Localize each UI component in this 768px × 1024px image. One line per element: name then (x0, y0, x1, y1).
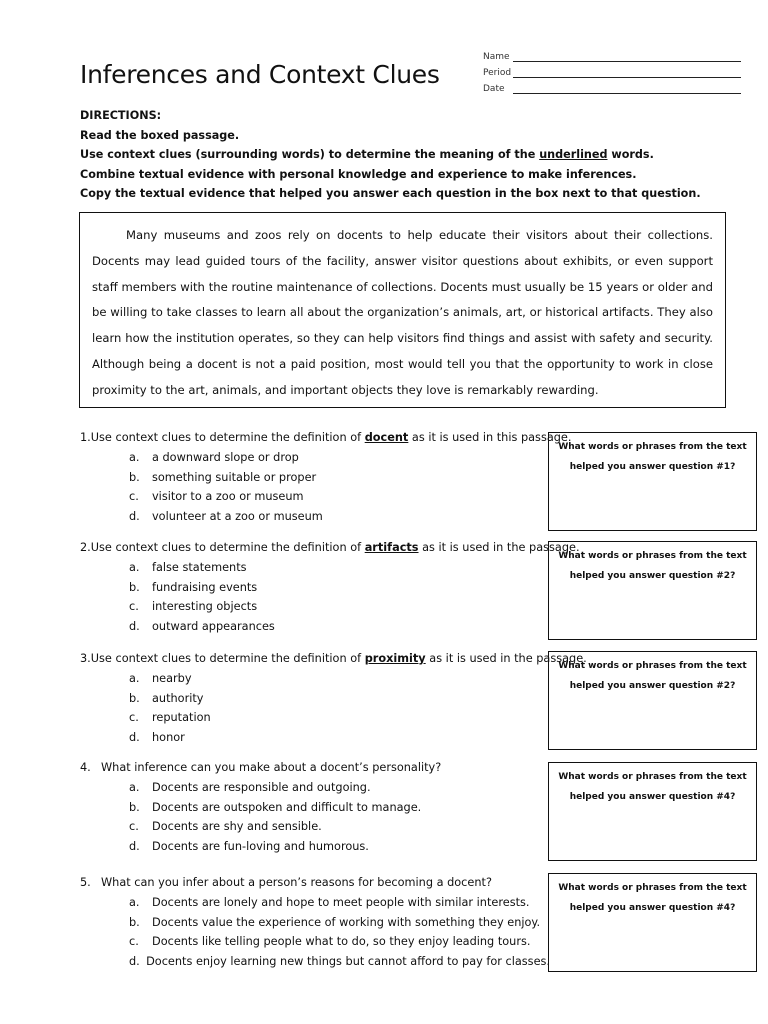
choice-letter: d. (129, 731, 140, 745)
answer-choice-c[interactable] (80, 932, 550, 952)
choice-letter: d. (129, 955, 140, 969)
answer-choice-a[interactable] (80, 893, 550, 913)
choice-text: Docents are fun-loving and humorous. (152, 840, 369, 854)
choice-letter: b. (129, 580, 140, 594)
period-line[interactable] (513, 68, 741, 78)
evidence-prompt-line-1: What words or phrases from the text (558, 883, 747, 893)
question-keyword: proximity (364, 652, 426, 665)
choice-letter: c. (129, 490, 139, 504)
question-text (91, 428, 572, 448)
question-5 (80, 873, 550, 972)
answer-choice-c[interactable] (80, 487, 550, 507)
choice-letter: a. (129, 561, 140, 574)
question-keyword: docent (364, 431, 409, 444)
evidence-prompt-line-2: helped you answer question #4? (569, 792, 736, 802)
question-number: 1. (80, 431, 91, 444)
answer-choice-a[interactable] (80, 448, 550, 468)
choice-text: outward appearances (152, 620, 275, 634)
page-title: Inferences and Context Clues (80, 60, 440, 89)
question-stem (80, 538, 580, 558)
choice-text: Docents value the experience of working with something they enjoy. (152, 915, 541, 929)
answer-choices (80, 558, 550, 637)
choice-letter: c. (129, 711, 139, 725)
boxed-passage (79, 212, 726, 408)
question-2 (80, 538, 580, 637)
question-text-before: What can you infer about a person’s reasons for becoming a docent? (101, 876, 492, 889)
choice-text: something suitable or proper (152, 470, 317, 484)
answer-choice-b[interactable] (80, 913, 550, 933)
passage-text: Many museums and zoos rely on docents to help educate their visitors about their collections. Docents may lead guided tours of the facility, answer visitor questions about exhibits, or even support staff members with the routine maintenance of collections. Docents must usually be 15 years or older and be willing to take classes to learn all about the organization’s animals, art, or historical artifacts. They also learn how the institution operates, so they can help visitors find things and assist with safety and security. Although being a docent is not a paid position, most would tell you that the opportunity to work in close proximity to the art, animals, and important objects they love is remarkably rewarding. (92, 228, 713, 397)
choice-text: fundraising events (152, 580, 258, 594)
answer-choice-c[interactable] (80, 708, 550, 728)
question-text-before: Use context clues to determine the definition of (90, 652, 365, 665)
question-text-after: as it is used in the passage. (425, 652, 587, 665)
choice-letter: d. (129, 620, 140, 634)
question-text-after: as it is used in the passage. (418, 541, 580, 554)
answer-choice-d[interactable] (80, 728, 550, 748)
answer-choices (80, 448, 550, 527)
evidence-box-4[interactable] (548, 762, 757, 861)
directions-heading: DIRECTIONS: (80, 109, 162, 122)
question-stem (80, 428, 572, 448)
period-label: Period (483, 68, 512, 78)
name-field[interactable] (483, 46, 741, 62)
choice-text: Docents enjoy learning new things but cannot afford to pay for classes. (146, 955, 550, 969)
directions-line-4: Copy the textual evidence that helped you answer each question in the box next to that question. (80, 187, 701, 200)
answer-choice-d[interactable] (80, 837, 550, 857)
choice-letter: b. (129, 800, 140, 814)
question-text-before: What inference can you make about a docent’s personality? (101, 761, 442, 774)
answer-choice-b[interactable] (80, 798, 550, 818)
question-stem (80, 649, 587, 669)
choice-text: Docents are shy and sensible. (152, 820, 322, 834)
evidence-box-3[interactable] (548, 651, 757, 750)
evidence-prompt-line-1: What words or phrases from the text (558, 442, 747, 452)
date-line[interactable] (513, 84, 741, 94)
student-info-fields (483, 46, 741, 94)
answer-choice-d[interactable] (80, 507, 550, 527)
question-1 (80, 428, 572, 527)
choice-letter: c. (129, 820, 139, 834)
choice-letter: c. (129, 600, 139, 614)
evidence-prompt-line-2: helped you answer question #2? (569, 571, 736, 581)
question-text-before: Use context clues to determine the definition of (90, 431, 365, 444)
choice-letter: d. (129, 510, 140, 524)
directions-line-3: Combine textual evidence with personal knowledge and experience to make inferences. (80, 167, 637, 181)
question-text (91, 649, 587, 669)
answer-choice-d[interactable] (80, 952, 550, 972)
question-number: 5. (80, 876, 91, 889)
choice-letter: c. (129, 935, 139, 949)
evidence-prompt-line-1: What words or phrases from the text (558, 661, 747, 671)
question-text (91, 538, 580, 558)
evidence-box-2[interactable] (548, 541, 757, 640)
evidence-prompt-line-2: helped you answer question #2? (569, 681, 736, 691)
question-text (101, 758, 441, 778)
answer-choices (80, 893, 550, 972)
directions-line-2-after: words. (607, 148, 654, 161)
answer-choice-a[interactable] (80, 558, 550, 578)
name-line[interactable] (513, 52, 741, 62)
answer-choice-b[interactable] (80, 578, 550, 598)
answer-choice-b[interactable] (80, 689, 550, 709)
evidence-prompt-line-1: What words or phrases from the text (558, 772, 747, 782)
choice-text: interesting objects (152, 600, 258, 614)
choice-text: volunteer at a zoo or museum (152, 510, 323, 524)
choice-text: authority (152, 691, 204, 705)
choice-text: visitor to a zoo or museum (152, 490, 304, 504)
question-number: 3. (80, 652, 91, 665)
directions-underlined-word: underlined (539, 148, 608, 161)
choice-letter: a. (129, 781, 140, 794)
directions-line-1: Read the boxed passage. (80, 128, 240, 142)
answer-choice-a[interactable] (80, 669, 550, 689)
question-stem (80, 758, 550, 778)
choice-letter: d. (129, 840, 140, 854)
answer-choice-c[interactable] (80, 817, 550, 837)
choice-letter: a. (129, 896, 140, 909)
answer-choice-a[interactable] (80, 778, 550, 798)
question-keyword: artifacts (364, 541, 419, 554)
evidence-box-1[interactable] (548, 432, 757, 531)
period-field[interactable] (483, 62, 741, 78)
directions-line-2 (80, 145, 760, 165)
choice-text: Docents are responsible and outgoing. (152, 781, 371, 794)
choice-text: false statements (152, 561, 247, 574)
date-field[interactable] (483, 78, 741, 94)
directions-block (80, 106, 760, 204)
choice-text: Docents are outspoken and difficult to manage. (152, 800, 422, 814)
choice-text: Docents are lonely and hope to meet people with similar interests. (152, 896, 530, 909)
choice-text: Docents like telling people what to do, so they enjoy leading tours. (152, 935, 531, 949)
choice-letter: a. (129, 451, 140, 464)
question-3 (80, 649, 587, 748)
evidence-box-5[interactable] (548, 873, 757, 972)
directions-line-2-before: Use context clues (surrounding words) to determine the meaning of the (80, 148, 540, 161)
choice-letter: b. (129, 470, 140, 484)
question-number: 4. (80, 761, 91, 774)
choice-text: a downward slope or drop (152, 451, 299, 464)
answer-choices (80, 778, 550, 857)
choice-letter: b. (129, 691, 140, 705)
question-text-after: as it is used in this passage. (408, 431, 572, 444)
question-text (101, 873, 492, 893)
answer-choice-d[interactable] (80, 617, 550, 637)
choice-letter: b. (129, 915, 140, 929)
evidence-prompt-line-1: What words or phrases from the text (558, 551, 747, 561)
question-stem (80, 873, 550, 893)
choice-text: reputation (152, 711, 211, 725)
answer-choice-b[interactable] (80, 468, 550, 488)
evidence-prompt-line-2: helped you answer question #4? (569, 903, 736, 913)
choice-text: nearby (152, 672, 192, 685)
question-text-before: Use context clues to determine the definition of (90, 541, 365, 554)
answer-choices (80, 669, 550, 748)
question-number: 2. (80, 541, 91, 554)
question-4 (80, 758, 550, 857)
date-label: Date (483, 84, 505, 94)
evidence-prompt-line-2: helped you answer question #1? (569, 462, 736, 472)
answer-choice-c[interactable] (80, 597, 550, 617)
choice-letter: a. (129, 672, 140, 685)
name-label: Name (483, 52, 510, 62)
choice-text: honor (152, 731, 185, 745)
